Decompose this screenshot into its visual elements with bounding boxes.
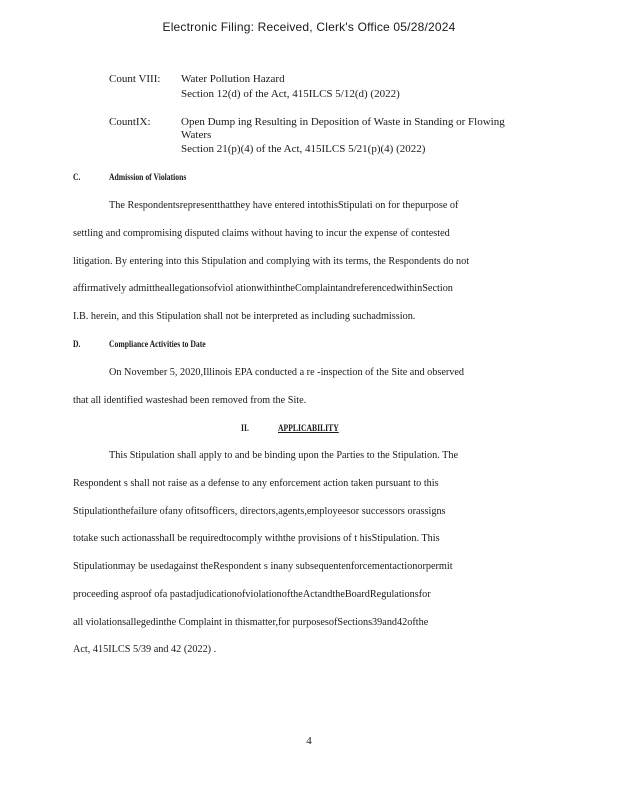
para-c-line-5: I.B. herein, and this Stipulation shall not be interpreted as including suchadmission. bbox=[73, 310, 416, 322]
para-c-line-3: litigation. By entering into this Stipulation and complying with its terms, the Respondents do not bbox=[73, 255, 470, 267]
para-ii-line-1: This Stipulation shall apply to and be binding upon the Parties to the Stipulation. The bbox=[109, 449, 459, 461]
count-viii-section: Section 12(d) of the Act, 415ILCS 5/12(d) (2022) bbox=[181, 88, 400, 100]
para-c-line-4: affirmatively admittheallegationsofviol ationwithintheComplaintandreferencedwithinSection bbox=[73, 282, 453, 294]
section-ii-title: APPLICABILITY bbox=[278, 423, 339, 433]
section-d-letter: D. bbox=[73, 339, 81, 349]
para-ii-line-6: proceeding asproof ofa pastadjudicationofviolationoftheActandtheBoardRegulationsfor bbox=[73, 588, 431, 600]
para-ii-line-4: totake such actionasshall be requiredtocomply withthe provisions of t hisStipulation. This bbox=[73, 532, 440, 544]
section-c-title: Admission of Violations bbox=[109, 172, 187, 182]
count-ix-section: Section 21(p)(4) of the Act, 415ILCS 5/21(p)(4) (2022) bbox=[181, 143, 426, 155]
count-viii-label: Count VIII: bbox=[109, 73, 161, 85]
para-d-line-2: that all identified wasteshad been removed from the Site. bbox=[73, 394, 307, 406]
count-ix-title-line2: Waters bbox=[181, 129, 212, 141]
para-c-line-2: settling and compromising disputed claims without having to incur the expense of contested bbox=[73, 227, 450, 239]
count-viii-title: Water Pollution Hazard bbox=[181, 73, 285, 85]
para-d-line-1: On November 5, 2020,Illinois EPA conducted a re -inspection of the Site and observed bbox=[109, 366, 465, 378]
count-ix-label: CountIX: bbox=[109, 116, 151, 128]
count-ix-title-line1: Open Dump ing Resulting in Deposition of Waste in Standing or Flowing bbox=[181, 116, 505, 128]
para-ii-line-3: Stipulationthefailure ofany ofitsofficers, directors,agents,employeesor successors orassigns bbox=[73, 505, 446, 517]
para-ii-line-8: Act, 415ILCS 5/39 and 42 (2022) . bbox=[73, 643, 217, 655]
filing-header: Electronic Filing: Received, Clerk's Office 05/28/2024 bbox=[162, 20, 456, 34]
para-ii-line-7: all violationsallegedinthe Complaint in thismatter,for purposesofSections39and42ofthe bbox=[73, 616, 429, 628]
page-number: 4 bbox=[306, 735, 312, 747]
para-ii-line-5: Stipulationmay be usedagainst theRespondent s inany subsequentenforcementactionorpermit bbox=[73, 560, 453, 572]
section-c-letter: C. bbox=[73, 172, 81, 182]
section-ii-numeral: II. bbox=[241, 423, 249, 433]
para-c-line-1: The Respondentsrepresentthatthey have entered intothisStipulati on for thepurpose of bbox=[109, 199, 459, 211]
para-ii-line-2: Respondent s shall not raise as a defense to any enforcement action taken pursuant to this bbox=[73, 477, 439, 489]
section-d-title: Compliance Activities to Date bbox=[109, 339, 206, 349]
